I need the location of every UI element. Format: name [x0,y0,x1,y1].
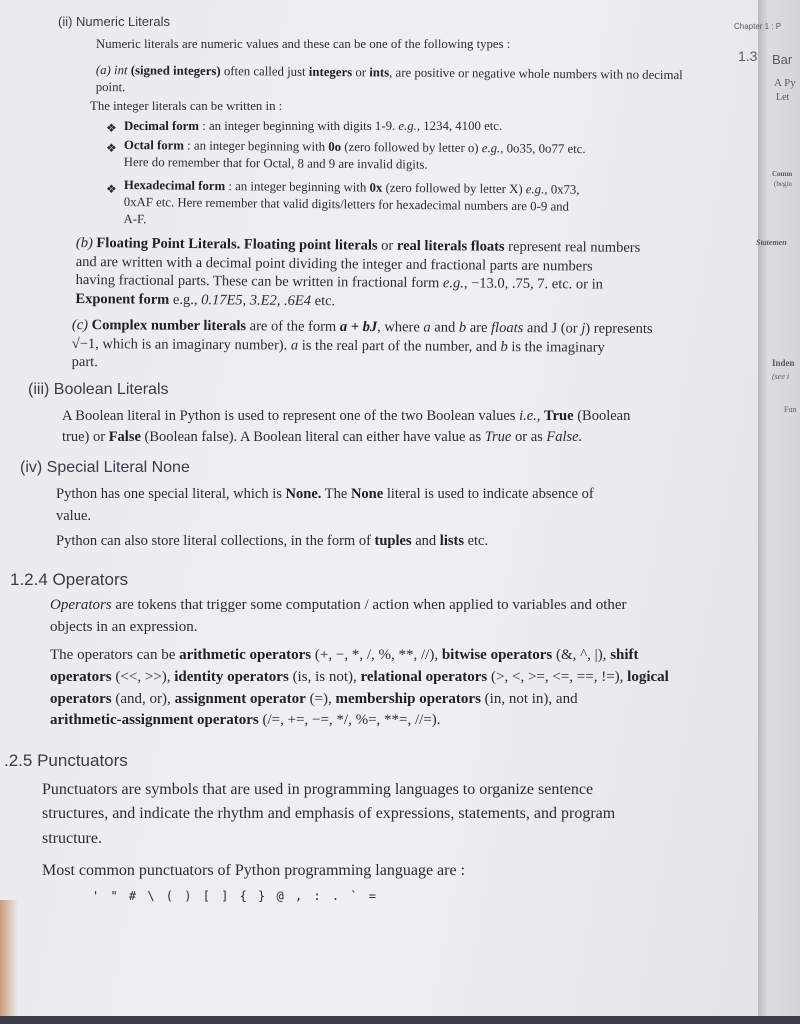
bottom-edge [0,1016,800,1024]
numeric-intro: Numeric literals are numeric values and these can be one of the following types : [96,37,511,51]
numeric-literals-heading: (ii) Numeric Literals [58,14,170,29]
diamond-bullet-icon: ❖ [106,182,117,196]
floating-point-paragraph: (b) Floating Point Literals. Floating point literals or real literals floats represent real numbers and are written with a decimal point dividing the integer and fractional parts are numbers having fractional parts. These can be written in fractional form e.g., −13.0, .75, 7. etc. or in Exponent form e.g., 0.17E5, 3.E2, .6E4 etc. [75,234,641,309]
punctuators-intro: Punctuators are symbols that are used in programming languages to organize sentence structures, and indicate the rhythm and emphasis of expressions, statements, and program structure. [42,781,616,847]
octal-form: Octal form : an integer beginning with 0o (zero followed by letter o) e.g., 0o35, 0o77 etc. Here do remember that for Octal, 8 and 9 are invalid digits. [123,137,586,172]
complex-paragraph: (c) Complex number literals are of the form a + bJ, where a and b are floats and J (or j) represents √−1, which is an imaginary number). a is the real part of the number, and b is the imaginary part. [71,316,653,371]
sidebar-apy: A Py [774,77,796,89]
sidebar-let: Let [776,92,790,103]
operators-heading: 1.2.4 Operators [10,570,129,589]
sidebar-chapter: Chapter 1 : P [734,22,782,31]
sidebar-bar: Bar [772,52,793,67]
sidebar-inden: Inden [772,358,795,368]
punctuator-symbols: ' " # \ ( ) [ ] { } @ , : . ` = [92,889,378,903]
collections-paragraph: Python can also store literal collections, in the form of tuples and lists etc. [56,533,489,549]
int-written: The integer literals can be written in : [90,99,283,113]
int-paragraph: (a) int (signed integers) often called just integers or ints, are positive or negative whole numbers with no decimal point. [95,62,683,95]
decimal-form: Decimal form : an integer beginning with digits 1-9. e.g., 1234, 4100 etc. [124,119,503,133]
sidebar-section-num: 1.3 [738,48,758,64]
sidebar-fun: Fun [784,405,797,414]
sidebar-seei: (see i [772,372,790,381]
boolean-literals-heading: (iii) Boolean Literals [28,381,169,398]
hexadecimal-form: Hexadecimal form : an integer beginning with 0x (zero followed by letter X) e.g., 0x73, 0xAF etc. Here remember that valid digits/letters for hexadecimal numbers are 0-9 and A-F. [123,177,580,227]
punctuators-heading: .2.5 Punctuators [4,751,128,770]
operators-list: The operators can be arithmetic operators (+, −, *, /, %, **, //), bitwise operators (&, ^, |), shift operators (<<, >>), identity operators (is, is not), relational operators (>, <, >=, <=, ==, !=), logical operators (and, or), assignment operator (=), membership operators (in, not in), and arithmetic-assignment operators (/=, +=, −=, */, %=, **=, //=). [50,647,669,729]
diamond-bullet-icon: ❖ [106,121,117,135]
sidebar-statement: Statemen [756,238,787,247]
adjacent-page-edge [734,0,800,1024]
sidebar-begin: (begin [774,180,792,188]
punctuators-common: Most common punctuators of Python programming language are : [42,862,466,879]
boolean-paragraph: A Boolean literal in Python is used to represent one of the two Boolean values i.e., True (Boolean true) or False (Boolean false). A Boolean literal can either have value as True or as False. [62,408,631,445]
diamond-bullet-icon: ❖ [106,141,117,155]
special-literal-none-heading: (iv) Special Literal None [20,459,190,476]
operators-intro: Operators are tokens that trigger some computation / action when applied to variables and other objects in an expression. [50,597,627,635]
sidebar-comm: Comm [772,170,793,178]
none-paragraph: Python has one special literal, which is None. The None literal is used to indicate absence of value. [56,486,594,524]
finger-shadow [0,900,18,1024]
